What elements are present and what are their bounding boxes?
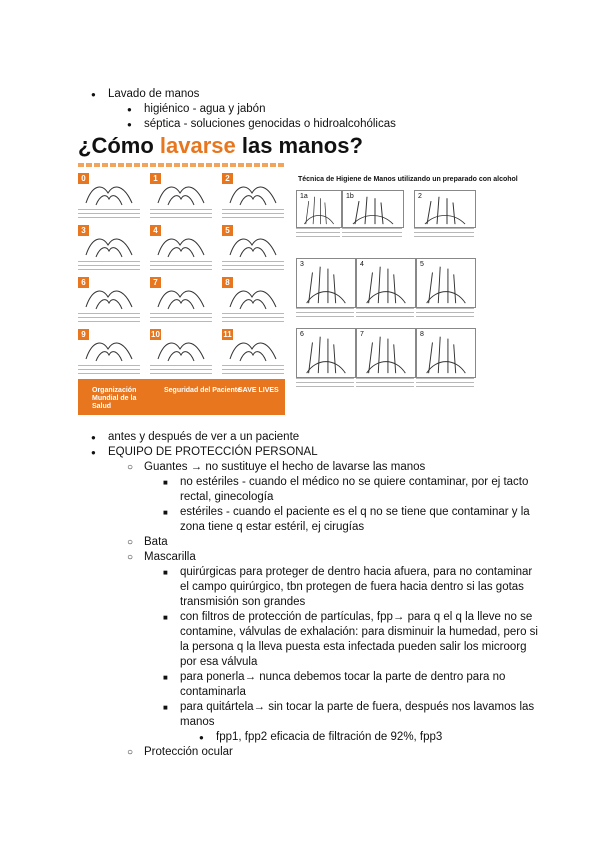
step-caption [222,261,284,273]
list-item-filtros: ■ con filtros de protección de partículas, fpp→ para q el q la lleve no se [180,610,532,625]
step-number: 0 [78,173,89,184]
step-caption [222,313,284,325]
list-item-antes: ● antes y después de ver a un paciente [108,430,299,445]
handrub-title: Técnica de Higiene de Manos utilizando un preparado con alcohol [298,176,518,183]
handrub-step-caption [416,308,474,318]
poster-step [222,225,284,277]
campaign-text: Seguridad del Paciente [164,387,242,394]
list-item-higienico: ● higiénico - agua y jabón [144,102,265,117]
handrub-step-number: 5 [420,261,424,268]
handrub-step-number: 1a [300,193,308,200]
handrub-step [342,190,404,228]
step-caption [78,209,140,221]
step-caption [150,313,212,325]
poster-step [222,329,284,381]
handrub-step [416,328,476,378]
list-item-ocular: ○ Protección ocular [144,745,233,760]
step-number: 6 [78,277,89,288]
step-caption [150,209,212,221]
poster-step [150,173,212,225]
step-number: 4 [150,225,161,236]
list-item-bata: ○ Bata [144,535,168,550]
handrub-step-number: 3 [300,261,304,268]
poster-subtitle-line [78,163,285,167]
step-caption [78,261,140,273]
list-item-esteriles-cont: zona tiene q estar estéril, ej cirugías [180,521,365,533]
list-item-ponerla: ■ para ponerla→ nunca debemos tocar la parte de dentro para no [180,670,505,685]
step-caption [222,209,284,221]
poster-step [78,329,140,381]
handrub-step-caption [416,378,474,388]
list-item-quirurgicas: ■ quirúrgicas para proteger de dentro hacia afuera, para no contaminar [180,565,532,580]
list-item-guantes: ○ Guantes → no sustituye el hecho de lavarse las manos [144,460,425,475]
list-item-epp: ● EQUIPO DE PROTECCIÓN PERSONAL [108,445,318,460]
list-item-mascarilla: ○ Mascarilla [144,550,196,565]
step-number: 8 [222,277,233,288]
step-number: 2 [222,173,233,184]
handrub-step-number: 2 [418,193,422,200]
list-item-quirurgicas-cont2: transmisión son grandes [180,596,306,608]
poster-step [78,277,140,329]
handrub-step-number: 4 [360,261,364,268]
step-caption [222,365,284,377]
list-item-fpp: ● fpp1, fpp2 eficacia de filtración de 92%, fpp3 [216,730,442,745]
step-caption [78,365,140,377]
handrub-step [356,258,416,308]
list-item-ponerla-cont: contaminarla [180,686,246,698]
step-number: 5 [222,225,233,236]
poster-step [78,225,140,277]
handrub-step-caption [296,228,340,238]
poster-step [222,277,284,329]
list-item-filtros-cont1: contamine, válvulas de exhalación: para disminuir la humedad, pero si [180,626,538,638]
who-logo-text: Organización Mundial de la Salud [92,387,137,410]
handrub-step [414,190,476,228]
poster-step [78,173,140,225]
step-number: 3 [78,225,89,236]
poster-step [150,277,212,329]
step-caption [150,261,212,273]
step-number: 9 [78,329,89,340]
handrub-step [296,258,356,308]
handrub-step-caption [356,378,414,388]
list-item-esteriles: ■ estériles - cuando el paciente es el q no se tiene que contaminar y la [180,505,530,520]
poster-step [150,225,212,277]
list-item-filtros-cont3: por esa válvula [180,656,258,668]
handrub-step-caption [356,308,414,318]
handrub-step-number: 8 [420,331,424,338]
handrub-step [356,328,416,378]
handrub-step-caption [296,308,354,318]
handrub-poster [296,168,528,420]
list-item-lavado: ● Lavado de manos [108,87,199,102]
handrub-step-number: 1b [346,193,354,200]
poster-footer-bar [78,379,285,415]
poster-step [150,329,212,381]
poster-step [222,173,284,225]
step-number: 7 [150,277,161,288]
list-item-no-esteriles: ■ no estériles - cuando el médico no se quiere contaminar, por ej tacto [180,475,528,490]
step-caption [78,313,140,325]
list-item-no-esteriles-cont: rectal, ginecología [180,491,274,503]
step-number: 11 [223,330,232,339]
handrub-step-caption [414,228,474,238]
step-caption [150,365,212,377]
poster-title: ¿Cómo lavarse las manos? [78,133,363,158]
list-item-septica: ● séptica - soluciones genocidas o hidroalcohólicas [144,117,396,132]
step-number: 1 [150,173,161,184]
list-item-quirurgicas-cont1: el campo quirúrgico, tbn protegen de fuera hacia dentro si las gotas [180,581,524,593]
handrub-step-caption [342,228,402,238]
list-item-quitartela: ■ para quitártela→ sin tocar la parte de fuera, después nos lavamos las [180,700,534,715]
handrub-step-number: 7 [360,331,364,338]
list-item-filtros-cont2: la persona q la lleva puesta esta infectada pueden salir los microorg [180,641,527,653]
handrub-step-number: 6 [300,331,304,338]
handrub-step [296,190,342,228]
save-lives-text: SAVE LIVES [238,387,279,394]
handrub-step-caption [296,378,354,388]
handrub-step [296,328,356,378]
step-number: 10 [151,330,160,339]
handrub-step [416,258,476,308]
list-item-quitartela-cont: manos [180,716,215,728]
